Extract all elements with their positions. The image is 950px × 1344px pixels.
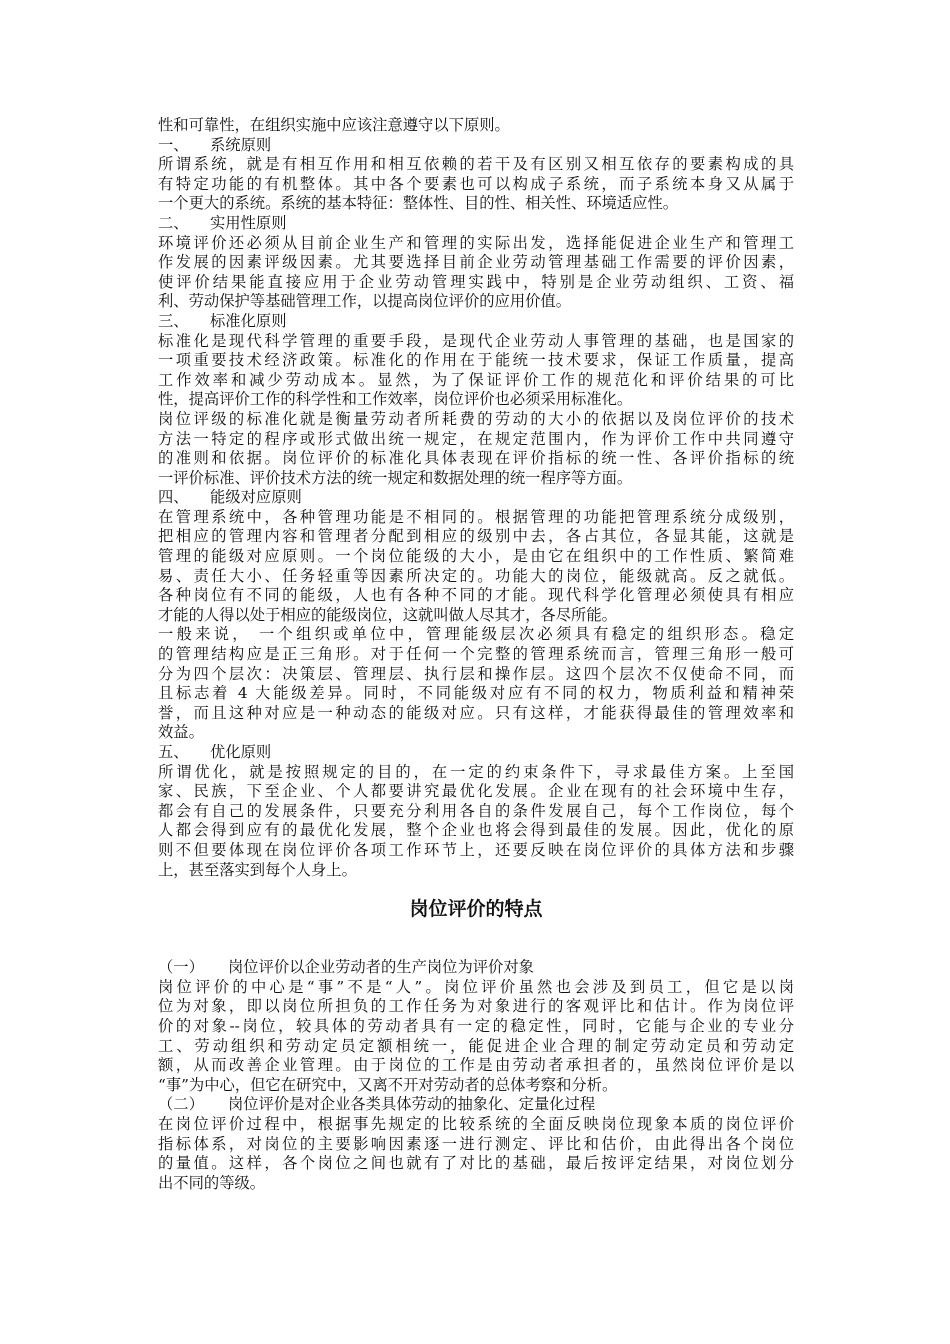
heading-number: 二、 [158, 213, 189, 232]
paragraph-line: “事”为中心，但它在研究中，又离不开对劳动者的总体考察和分析。 [158, 1075, 618, 1094]
paragraph-line: 在管理系统中，各种管理功能是不相同的。根据管理的功能把管理系统分成级别， [158, 507, 794, 526]
paragraph-line: 环境评价还必须从目前企业生产和管理的实际出发，选择能促进企业生产和管理工 [158, 233, 794, 252]
heading-number: 四、 [158, 488, 189, 507]
features-section [158, 958, 794, 1193]
section-title: 岗位评价的特点 [409, 898, 543, 921]
paragraph-line: 管理的能级对应原则。一个岗位能级的大小，是由它在组织中的工作性质、繁简难 [158, 547, 794, 566]
paragraph-line: 价的对象--岗位，较具体的劳动者具有一定的稳定性，同时，它能与企业的专业分 [158, 1016, 794, 1035]
paragraph-line: 岗位评价的中心是“事”不是“人”。岗位评价虽然也会涉及到员工，但它是以岗 [158, 977, 794, 996]
paragraph-line: 的管理结构应是正三角形。对于任何一个完整的管理系统而言，管理三角形一般可 [158, 645, 794, 664]
paragraph-line: 在岗位评价过程中，根据事先规定的比较系统的全面反映岗位现象本质的岗位评价 [158, 1114, 794, 1133]
principles-section [158, 116, 794, 880]
paragraph-line: 所谓优化，就是按照规定的目的，在一定的约束条件下，寻求最佳方案。上至国 [158, 762, 794, 781]
paragraph-line: 上，甚至落实到每个人身上。 [158, 860, 357, 879]
paragraph-line: 一个更大的系统。系统的基本特征：整体性、目的性、相关性、环境适应性。 [158, 194, 679, 213]
heading-text: 岗位评价是对企业各类具体劳动的抽象化、定量化过程 [228, 1095, 596, 1114]
principle-heading [158, 958, 794, 978]
heading-text: 标准化原则 [210, 311, 287, 330]
paragraph-line: 人都会得到应有的最优化发展，整个企业也将会得到最佳的发展。因此，优化的原 [158, 821, 794, 840]
paragraph-line: 出不同的等级。 [158, 1173, 266, 1192]
paragraph-line: 使评价结果能直接应用于企业劳动管理实践中，特别是企业劳动组织、工资、福 [158, 272, 794, 291]
paragraph-line: 有特定功能的有机整体。其中各个要素也可以构成子系统，而子系统本身又从属于 [158, 174, 794, 193]
principle-heading [158, 214, 794, 234]
paragraph-line: 标准化是现代科学管理的重要手段，是现代企业劳动人事管理的基础，也是国家的 [158, 331, 794, 350]
paragraph-line: 的量值。这样，各个岗位之间也就有了对比的基础，最后按评定结果，对岗位划分 [158, 1154, 794, 1173]
paragraph-line: 的准则和依据。岗位评价的标准化具体表现在评价指标的统一性、各评价指标的统 [158, 449, 794, 468]
heading-text: 岗位评价以企业劳动者的生产岗位为评价对象 [228, 958, 534, 977]
document-page [158, 116, 794, 1193]
heading-number: 五、 [158, 743, 189, 761]
paragraph-line: 则不但要体现在岗位评价各项工作环节上，还要反映在岗位评价的具体方法和步骤 [158, 840, 794, 859]
principle-heading [158, 488, 794, 508]
paragraph-line: 所谓系统，就是有相互作用和相互依赖的若干及有区别又相互依存的要素构成的具 [158, 155, 794, 174]
paragraph-line: 一般来说， 一个组织或单位中，管理能级层次必须具有稳定的组织形态。稳定 [158, 625, 794, 644]
principle-heading [158, 743, 794, 763]
heading-number: 一、 [158, 135, 189, 154]
paragraph-line: 岗位评级的标准化就是衡量劳动者所耗费的劳动的大小的依据以及岗位评价的技术 [158, 409, 794, 428]
heading-number: （一） [158, 958, 204, 977]
principle-heading [158, 1095, 794, 1115]
paragraph-line: 才能的人得以处于相应的能级岗位，这就叫做人尽其才，各尽所能。 [158, 605, 617, 624]
paragraph-line: 家、民族，下至企业、个人都要讲究最优化发展。企业在现有的社会环境中生存， [158, 782, 794, 801]
paragraph-line: 工作效率和减少劳动成本。显然，为了保证评价工作的规范化和评价结果的可比 [158, 370, 794, 389]
paragraph-line: 工、劳动组织和劳动定员定额相统一，能促进企业合理的制定劳动定员和劳动定 [158, 1036, 794, 1055]
heading-text: 实用性原则 [210, 213, 287, 232]
text-line: 性和可靠性，在组织实施中应该注意遵守以下原则。 [158, 116, 510, 134]
heading-number: （二） [158, 1095, 204, 1114]
heading-text: 系统原则 [210, 135, 272, 154]
paragraph-line: 各种岗位有不同的能级，人也有各种不同的才能。现代科学化管理必须使具有相应 [158, 586, 794, 605]
paragraph-line: 一评价标准、评价技术方法的统一规定和数据处理的统一程序等方面。 [158, 468, 633, 487]
paragraph-line: 把相应的管理内容和管理者分配到相应的级别中去，各占其位，各显其能，这就是 [158, 527, 794, 546]
paragraph-line: 易、责任大小、任务轻重等因素所决定的。功能大的岗位，能级就高。反之就低。 [158, 566, 794, 585]
paragraph-line: 利、劳动保护等基础管理工作，以提高岗位评价的应用价值。 [158, 292, 572, 311]
paragraph-line: 且标志着 4 大能级差异。同时，不同能级对应有不同的权力，物质利益和精神荣 [158, 684, 794, 703]
principle-heading [158, 136, 794, 156]
paragraph-line: 誉，而且这种对应是一种动态的能级对应。只有这样，才能获得最佳的管理效率和 [158, 703, 794, 722]
principle-heading [158, 312, 794, 332]
paragraph-line: 方法一特定的程序或形式做出统一规定，在规定范围内，作为评价工作中共同遵守 [158, 429, 794, 448]
paragraph-line: 效益。 [158, 723, 204, 742]
paragraph-line: 指标体系，对岗位的主要影响因素逐一进行测定、评比和估价，由此得出各个岗位 [158, 1134, 794, 1153]
paragraph-line: 作发展的因素评级因素。尤其要选择目前企业劳动管理基础工作需要的评价因素， [158, 253, 794, 272]
heading-text: 优化原则 [210, 743, 272, 761]
paragraph-line: 一项重要技术经济政策。标准化的作用在于能统一技术要求，保证工作质量，提高 [158, 351, 794, 370]
paragraph-line: 分为四个层次：决策层、管理层、执行层和操作层。这四个层次不仅使命不同，而 [158, 664, 794, 683]
heading-number: 三、 [158, 311, 189, 330]
heading-text: 能级对应原则 [210, 488, 302, 507]
paragraph-line: 性，提高评价工作的科学性和工作效率，岗位评价也必须采用标准化。 [158, 390, 633, 409]
paragraph-line: 位为对象，即以岗位所担负的工作任务为对象进行的客观评比和估计。作为岗位评 [158, 997, 794, 1016]
paragraph-line: 额，从而改善企业管理。由于岗位的工作是由劳动者承担者的，虽然岗位评价是以 [158, 1056, 794, 1075]
paragraph-line: 都会有自己的发展条件，只要充分利用各自的条件发展自己，每个工作岗位，每个 [158, 801, 794, 820]
